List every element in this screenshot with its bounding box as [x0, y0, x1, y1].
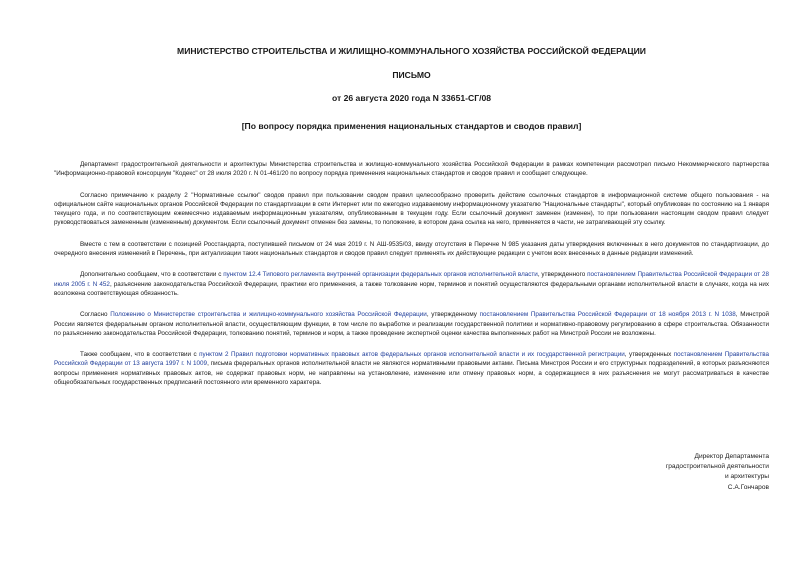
link-government-decree-452[interactable]: постановлением Правительства Российской Федерации от 28 июля 2005 г. N 452 — [54, 271, 770, 288]
paragraph-3 — [54, 240, 769, 259]
paragraph-text: , письма федеральных органов исполнительной власти не являются нормативными правовыми актами. Письма Минстроя России и его структурных подразделений, в которых разъясняются вопросы применения нормативных правовых актов, не содержат правовых норм, не направлены на установление, изменение или отмену правовых норм, а содержащиеся в них разъяснения не могут рассматриваться в качестве общеобязательных государственных предписаний постоянного или временного характера. — [54, 360, 769, 387]
link-government-decree-1038[interactable]: постановлением Правительства Российской Федерации от 18 ноября 2013 г. N 1038 — [479, 311, 736, 319]
paragraph-text: , разъяснение законодательства Российской Федерации, практики его применения, а также толкование норм, терминов и понятий осуществляются федеральными органами исполнительной власти в случаях, когда на них возложена соответствующая обязанность. — [54, 280, 769, 297]
paragraph-2 — [54, 191, 769, 228]
link-ministry-regulation[interactable]: Положению о Министерстве строительства и жилищно-коммунального хозяйства Российской Федерации — [110, 311, 427, 319]
paragraph-text: Вместе с тем в соответствии с позицией Росстандарта, поступившей письмом от 24 мая 2019 г. N АШ-9535/03, ввиду отсутствия в Перечне N 985 указания даты утверждения включенных в него документов по стандартизации, до очередного внесения изменений в Перечень, при актуализации таких национальных стандартов и сводов правил следует применять их действующие редакции с учетом всех внесенных в данные редакции изменений. — [54, 240, 769, 258]
document-subject: [По вопросу порядка применения национальных стандартов и сводов правил] — [241, 121, 582, 131]
link-government-decree-1009[interactable]: постановлением Правительства Российской Федерации от 13 августа 1997 г. N 1009 — [54, 351, 769, 368]
document-type: ПИСЬМО — [392, 70, 431, 80]
paragraph-4 — [54, 270, 769, 298]
paragraph-text: , утвержденных — [624, 351, 674, 359]
paragraph-text: , утвержденному — [426, 311, 480, 319]
paragraph-text: , утвержденного — [537, 271, 588, 279]
document-date-number: от 26 августа 2020 года N 33651-СГ/08 — [331, 93, 492, 103]
paragraph-text: Дополнительно сообщаем, что в соответствии с — [80, 271, 224, 279]
signature-department-cont: и архитектуры — [724, 473, 769, 481]
paragraph-6 — [54, 350, 769, 387]
paragraph-text: Согласно примечанию к разделу 2 "Нормативные ссылки" сводов правил при пользовании сводом правил целесообразно проверить действие ссылочных стандартов в информационной системе общего пользования - на официальном сайте национальных органов Российской Федерации по стандартизации в сети Интернет или по ежегодно издаваемому информационному указателю "Национальные стандарты", который опубликован по состоянию на 1 января текущего года, и по соответствующим ежемесячно издаваемым информационным указателям, опубликованным в текущем году. Если ссылочный документ заменен (изменен), то при пользовании настоящим сводом правил следует руководствоваться замененным (измененным) документом. Если ссылочный документ отменен без замены, то положение, в котором дана ссылка на него, применяется в части, не затрагивающей эту ссылку. — [54, 191, 769, 227]
document-body — [54, 160, 769, 387]
signature-position: Директор Департамента — [694, 453, 769, 460]
paragraph-text: Также сообщаем, что в соответствии с — [80, 351, 200, 359]
link-rules-preparation[interactable]: пунктом 2 Правил подготовки нормативных правовых актов федеральных органов исполнительной власти и их государственной регистрации — [199, 351, 625, 359]
signature-department: градостроительной деятельности — [665, 463, 769, 471]
paragraph-5 — [54, 310, 769, 338]
link-typical-regulation[interactable]: пунктом 12.4 Типового регламента внутренней организации федеральных органов исполнительной власти — [223, 271, 538, 279]
paragraph-text: , Минстрой России является федеральным органом исполнительной власти, осуществляющим функции, в том числе по выработке и реализации государственной политики и нормативно-правовому регулированию в сфере строительства. Обязанности по разъяснению законодательства Российской Федерации, толкованию понятий, терминов и норм, а также проведение экспертной оценки качества выполненных работ на Минстрой России не возложены. — [54, 311, 770, 337]
paragraph-text: Согласно — [80, 311, 111, 319]
paragraph-text: Департамент градостроительной деятельности и архитектуры Министерства строительства и жилищно-коммунального хозяйства Российской Федерации в рамках компетенции рассмотрел письмо Некоммерческого партнерства "Информационно-правовой консорциум "Кодекс" от 28 июля 2020 г. N 01-461/20 по вопросу порядка применения национальных стандартов и сводов правил и сообщает следующее. — [54, 161, 769, 178]
signature-block — [619, 452, 769, 493]
signature-name: С.А.Гончаров — [727, 483, 769, 491]
ministry-title: МИНИСТЕРСТВО СТРОИТЕЛЬСТВА И ЖИЛИЩНО-КОММУНАЛЬНОГО ХОЗЯЙСТВА РОССИЙСКОЙ ФЕДЕРАЦИИ — [177, 46, 646, 56]
paragraph-1 — [54, 160, 769, 179]
